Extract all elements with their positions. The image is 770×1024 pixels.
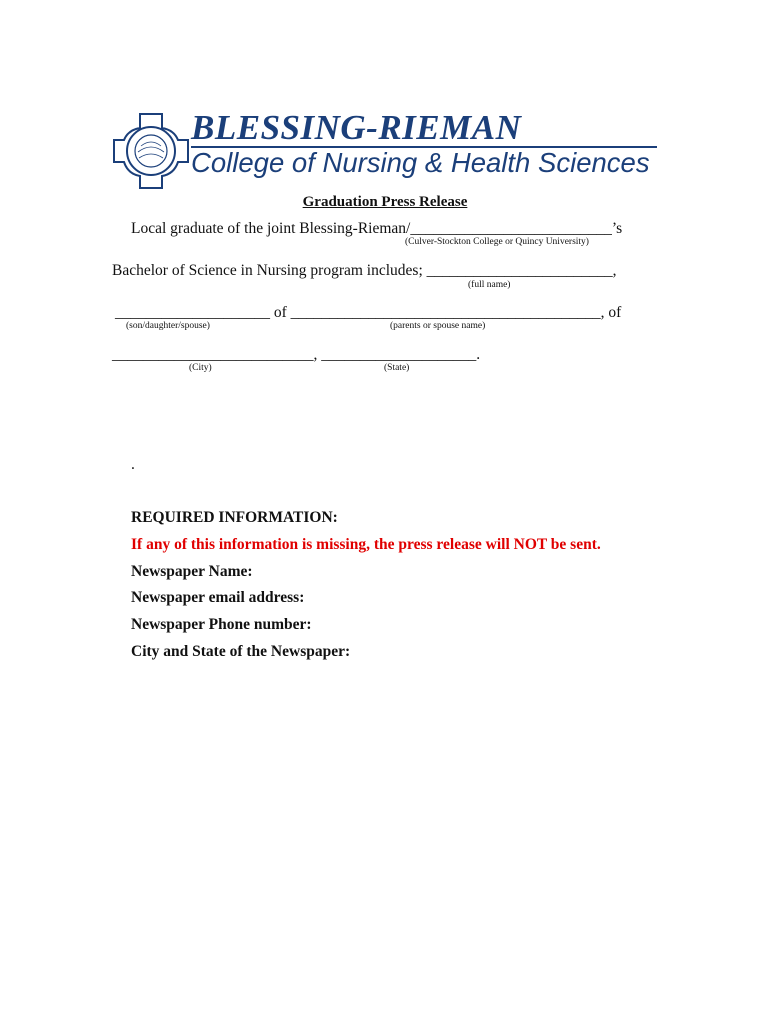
- relation-caption: (son/daughter/spouse): [126, 321, 210, 331]
- parents-caption: (parents or spouse name): [390, 321, 486, 331]
- city-state-line: __________________________, ____________________.: [112, 346, 481, 363]
- newspaper-email-label: Newspaper email address:: [131, 589, 305, 606]
- period-mark: .: [131, 456, 135, 473]
- school-caption: (Culver-Stockton College or Quincy University): [405, 237, 589, 247]
- graduate-school-line: Local graduate of the joint Blessing-Rieman/__________________________’s: [131, 220, 623, 237]
- missing-info-warning: If any of this information is missing, the press release will NOT be sent.: [131, 536, 601, 553]
- state-caption: (State): [384, 363, 410, 373]
- document-title: Graduation Press Release: [302, 194, 468, 210]
- logo-title: BLESSING-RIEMAN: [191, 108, 522, 147]
- city-caption: (City): [189, 363, 212, 373]
- newspaper-name-label: Newspaper Name:: [131, 563, 253, 580]
- relation-parents-line: ____________________ of ________________________________________, of: [115, 304, 622, 321]
- newspaper-city-state-label: City and State of the Newspaper:: [131, 643, 351, 660]
- newspaper-phone-label: Newspaper Phone number:: [131, 616, 312, 633]
- full-name-line: Bachelor of Science in Nursing program includes; ________________________,: [112, 262, 617, 279]
- college-seal-logo: [112, 112, 190, 190]
- full-name-caption: (full name): [468, 280, 511, 290]
- required-heading: REQUIRED INFORMATION:: [131, 509, 338, 526]
- logo-subtitle: College of Nursing & Health Sciences: [191, 147, 650, 178]
